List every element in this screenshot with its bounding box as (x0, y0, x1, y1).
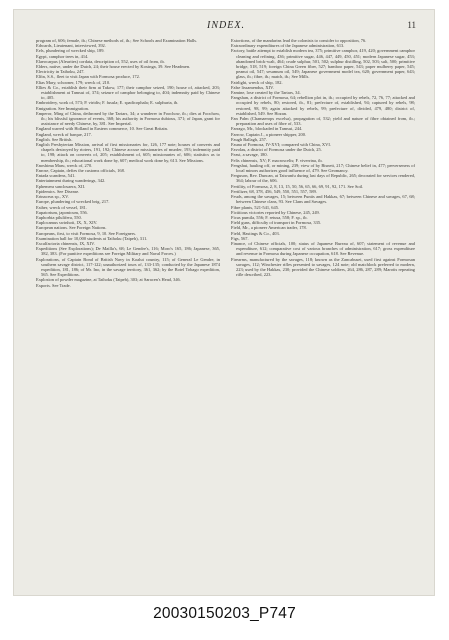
index-entry: Edwards, Lieutenant, interviewed, 392. (36, 43, 106, 49)
index-entry: Explorations, of Captain Bond of British Navy in Koalut country, 115; of General Le Gendre, in southern savage district, 117-122; unauthorized tours of, 133-135; conducted by the Japanese 1874 expedition, 181, 186; of Mr. Ino, in the savage territory, 361, 362; by the Botel Tobago expedition, 565. See Expeditions. (36, 256, 220, 278)
index-entry: Egypt, camphor trees in, 414. (36, 53, 89, 59)
index-entry: Entertainment during wanderings, 342. (36, 178, 106, 184)
index-entry: Extraordinary expenditures of the Japanese administration, 613. (231, 43, 345, 49)
index-entry: Epidemics. See Disease. (36, 188, 80, 194)
index-entry: Electricity in Taihoku, 247. (36, 69, 85, 75)
running-title: INDEX. (207, 20, 245, 31)
index-entry: Field guns, difficulty of transport in Formosa, 335. (231, 220, 322, 226)
index-entry: Explosion of powder magazine, at Taihoku (Taipeh), 303; at Saracen's Head, 346. (36, 277, 181, 283)
index-entry: Faugh Ballagh, 257. (231, 136, 267, 142)
index-entry: Finance, of Chinese officials, 100; status of Japanese Bureau of, 607; statement of revenue and expenditure, 612; comparative cost of various branches of administration, 617; gross expenditure and revenue in Formosa during Japanese occupation, 618. See Revenue. (231, 240, 415, 257)
index-entry: European nations. See Foreign Nations. (36, 225, 107, 231)
index-entry: Fairlight, wreck of ship, 182. (231, 79, 283, 85)
page-header (36, 20, 416, 34)
index-entry: Emperor, Ming of China, dethroned by the Tartars, 34; a wanderer in Foochow, ib.; dies at Foochow, ib.; his blissful ignorance of events, 368; his authority in Formosa dubious, 371; of Japan, grant for assistance of needy Chinese, by, 381. See Imperial. (36, 110, 220, 127)
image-caption: 20030150203_P747 (153, 605, 296, 622)
index-entry: Europe, plundering of wrecked brig, 217. (36, 199, 110, 205)
index-entry: Expeditions (See Explorations); De Mailla's, 68; Le Gendre's, 116; Moro's 165, 186; Japanese, 365, 382, 383. (For punitive expeditions see Foreign Military and Naval Forces.) (36, 246, 220, 257)
index-entry: Fengshui, hauling off, or mining, 239; view of by Bisnett, 217; Chinese belief in, 477; perverseness of local minors authorizes good influence of, 479. See Geomancy. (231, 162, 415, 174)
index-entry: Exports. See Trade. (36, 282, 71, 288)
index-entry: Euphorbia pilulifera, 550. (36, 214, 82, 220)
index-entry: Enoshima Maru, wreck of, 270. (36, 162, 93, 168)
index-entry: Field, Hastings & Co., 403. (231, 230, 280, 236)
index-entry: England warred with Holland in Eastern commerce, 10. See Great Britain. (36, 126, 168, 132)
index-entry: False lissamendus, XIV. (231, 84, 274, 90)
index-entry: Famine, lose created by the Tartars, 34. (231, 90, 301, 96)
index-entry: program of, 606; female, ib.; Chinese methods of, ib.; See Schools and Examination Halls. (36, 38, 198, 43)
index-entry: Emigration. See Immigration. (36, 105, 89, 111)
index-entry: English. See British. (36, 136, 73, 142)
index-entry: Farrago, Mr., blockaded in Tamsui, 244. (231, 126, 303, 132)
index-entry: Fangshan, a district of Formosa, 64; rebellion plot in, ib.; occupied by rebels, 72, 76, 77; attacked and occupied by rebels, 80; restored, ib., 81; prefecture of, established, 94; captured by rebels, 98; restored, 98, 99; again attacked by rebels, 99; prefecture of, divided, 479, 480; district of, established, 549. See Hozan. (231, 95, 415, 116)
index-column-left (36, 38, 220, 593)
index-entry: Euplocamus swinhoii, IX, X, XIV. (36, 220, 98, 226)
index-entry: Ellies & Co., establish their firm at Takow, 177; their camphor seized, 190; house of, attacked, 203; establishment at Tamsui of, 374; seizure of camphor belonging to, 404; indemnity paid by Chinese to, 405. (36, 84, 220, 101)
index-entry: Excalfactoria chinensis, IX, XIV. (36, 240, 95, 246)
index-entry: Farrow, Captain J., a pioneer shipper, 200. (231, 131, 307, 137)
index-entry: Factory, battle attempt to establish modern tea, 375; primitive camphor, 419, 420; government camphor cleaning and refining, 436; primitive sugar, 446, 447, 449, 450, 451; modern Japanese sugar, 453; abandoned brick-walt, 464; crude sulphur, 501, 502; sulphur distilling, 502, 503; salt, 500; primitive bridge, 518, 519; foreign China Green fiber, 527; bamboo paper, 543; paper mulberry paper, 545; peanut oil, 547; sesamum oil, 549; Japanese government model tea, 620; government paper, 643; glass, ib.; fibre, ib.; match, ib.; See Mills. (231, 48, 415, 80)
index-entry: Field, Mr., a pioneer American trader, 178. (231, 225, 307, 231)
index-entry: Ephemera sanclosaera, XII. (36, 183, 86, 189)
index-entry: Feast, a savage, 180. (231, 152, 268, 158)
book-page (14, 10, 434, 595)
index-column-right (231, 38, 415, 593)
index-entry: Favolau, a district of Formosa under the Dutch, 25. (231, 147, 322, 153)
index-entry: Erinaceus sp., XV. (36, 194, 69, 200)
index-entry: Fan Palm (Chamaerops excelsa), propagation of, 532; yield and nature of fibre obtained from, ib.; preparation and uses of fibre of, 533. (231, 116, 415, 127)
index-entry: Feuds, among the savages, 15; between Puntis and Hakkas, 67; between Chinese and savages, 67, 68; between Chinese clans, 93. See Clans and Savages. (231, 194, 415, 205)
index-entry: Fibre plants, 521-541, 645. (231, 204, 280, 210)
index-entry: Fertilizer, 68, 378, 456, 549, 550, 551, 557, 589. (231, 188, 317, 194)
index-entry: Elfin, S.S., fleet to visit Japan with Formosa produce, 172. (36, 74, 140, 80)
index-entry: Embroidery, work of, 573; P. viridis; F. fusula; E. spadicophala; E. sulphuria, ib. (36, 100, 179, 106)
index-entry: Esther, wreck of vessel, 181. (36, 204, 87, 210)
index-entry: Elias Mary, schooner, 179; wreck of, 210. (36, 79, 111, 85)
index-entry: Fertility, of Formosa, 2, 8, 13, 15, 50, 56, 65, 66, 69, 91, 92, 171. See Soil. (231, 183, 364, 189)
index-entry: Eels, plundering of wrecked ship, 189. (36, 48, 105, 54)
index-entry: Fictitious victories reported by Chinese, 245, 249. (231, 209, 320, 215)
index-entry: Extortions, of the mandarins lead the colonists to consider to opposition, 76. (231, 38, 367, 43)
index-entry: Eupatorium, japonicum, 556. (36, 209, 88, 215)
index-entry: Ficus pumila, 556; F. retusa, 558; F. sp., ib. (231, 214, 308, 220)
index-entry: English Presbyterian Mission, arrival of first missionaries for, 126, 177 note; houses of converts and chapels destroyed by rioters, 191, 192; Chinese accuse missionaries of murder, 193; indemnity paid to, 198; attack on converts of, 205; establishment of, 605; missionaries of, 606; statistics as to membership, ib.; educational work done by, 607; medical work done by, 613. See Missions. (36, 142, 220, 163)
index-entry: Ferguson, Rev. Duncan, at Taiwanfu during last days of Republic, 265; decorated for services rendered, 364; labour of the, 606. (231, 173, 415, 184)
index-entry: Felis chinensis, XV; F. macroscelis; F. viverrina, ib. (231, 157, 323, 163)
page-number: 11 (407, 20, 416, 30)
index-entry: Entada scandens, 541. (36, 173, 76, 179)
index-entry: Examination hall for 10,000 students at Taihoku (Taipeh), 311. (36, 235, 148, 241)
index-entry: Fauna of Formosa, IV-XVI; compared with China, XVI. (231, 142, 331, 148)
index-entry: Europeans, first, to visit Formosa, 9, 10. See Foreigners. (36, 230, 137, 236)
index-entry: England, wreck of barque, 217. (36, 131, 92, 137)
index-entry: Elaeocarpus (Aleurites) cordata, description of, 552, uses of oil from, ib. (36, 58, 165, 64)
index-entry: Elders, native, under the Dutch, 24; their house erected by Koxinga, 39. See Headmen. (36, 64, 191, 70)
index-entry: Firearms, manufactured by the savages, 118; known as the Zancabusei, used first against Formosan savages, 112; Winchester rifles presented to savages, 124 note; old matchlock preferred to modern, 223; used by the Hakkas, 230; provided the Chinese soldiers, 264, 286, 287, 289; Marotis repeating rifle described, 223. (231, 256, 415, 278)
index-entry: Enrose, Captain, defies the customs officials, 168. (36, 168, 125, 174)
index-entry: Figs, 567. (231, 235, 249, 241)
